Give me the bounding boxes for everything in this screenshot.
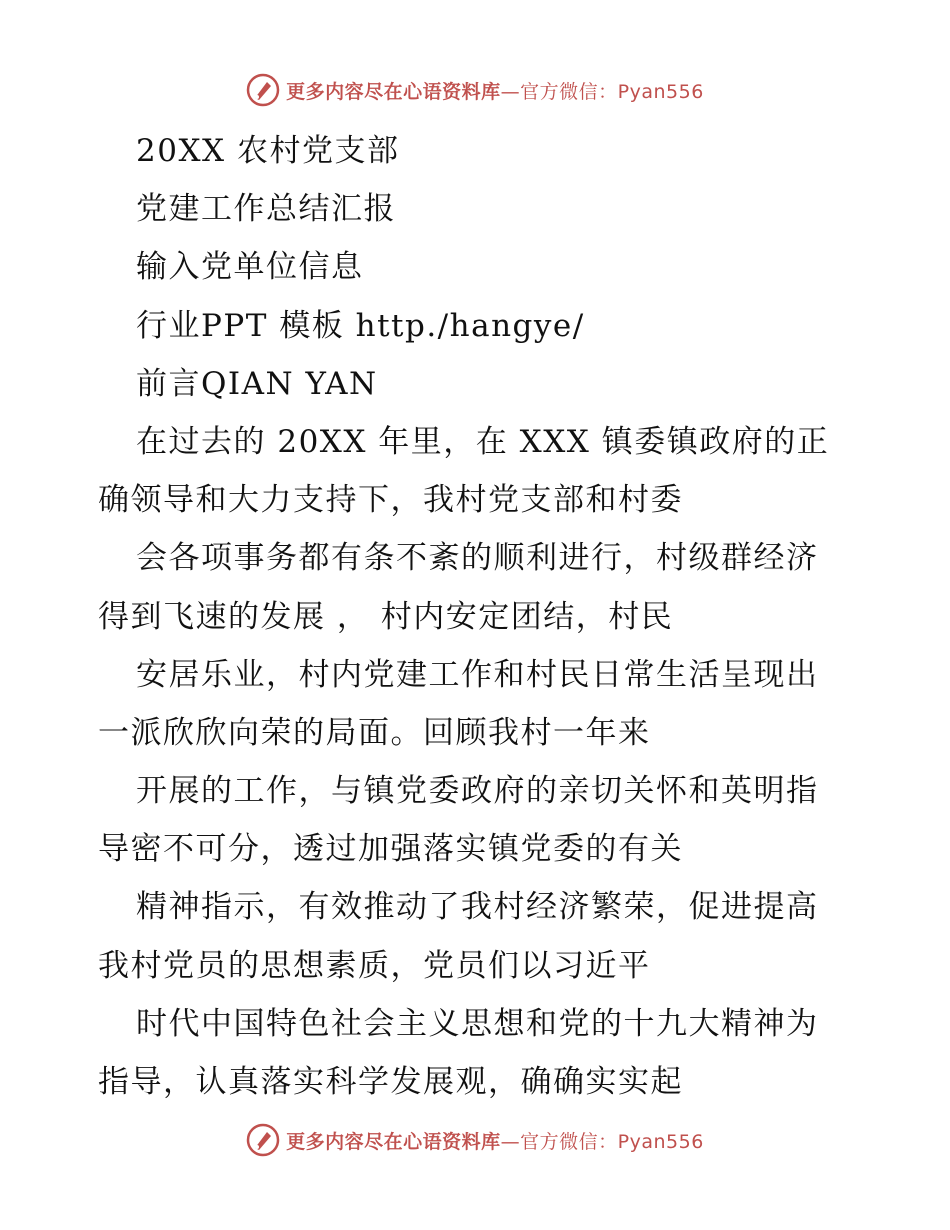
- doc-template-link: 行业PPT 模板 http./hangye/: [136, 307, 585, 344]
- pen-nib-logo-icon: [246, 73, 280, 107]
- watermark-contact: —官方微信：Pyan556: [500, 80, 704, 103]
- watermark-brand: 更多内容尽在心语资料库: [286, 1130, 501, 1153]
- footer-watermark: [0, 1120, 950, 1160]
- paragraph-line: 指导，认真落实科学发展观，确确实实起: [98, 1064, 683, 1100]
- document-body: [98, 122, 868, 1111]
- paragraph-line: 得到飞速的发展 ， 村内安定团结，村民: [98, 598, 674, 635]
- watermark-text: [286, 77, 704, 104]
- pen-nib-logo-icon: [246, 1123, 280, 1157]
- doc-preface-heading: 前言QIAN YAN: [136, 365, 378, 402]
- watermark-brand: 更多内容尽在心语资料库: [286, 80, 501, 103]
- paragraph-line: 时代中国特色社会主义思想和党的十九大精神为: [136, 1005, 819, 1042]
- paragraph-line: 安居乐业，村内党建工作和村民日常生活呈现出: [136, 656, 819, 693]
- paragraph-line: 开展的工作，与镇党委政府的亲切关怀和英明指: [136, 773, 819, 810]
- watermark-contact: —官方微信：Pyan556: [500, 1130, 704, 1153]
- paragraph-line: 在过去的 20XX 年里，在 XXX 镇委镇政府的正: [136, 423, 830, 460]
- doc-title-line-1: 20XX 农村党支部: [136, 133, 400, 169]
- doc-unit-info: 输入党单位信息: [136, 249, 364, 286]
- paragraph-line: 确领导和大力支持下，我村党支部和村委: [98, 482, 683, 519]
- paragraph-line: 导密不可分，透过加强落实镇党委的有关: [98, 831, 683, 868]
- paragraph-line: 精神指示，有效推动了我村经济繁荣，促进提高: [136, 889, 819, 926]
- header-watermark: [0, 70, 950, 110]
- watermark-text: [286, 1127, 704, 1154]
- doc-title-line-2: 党建工作总结汇报: [136, 191, 396, 228]
- paragraph-line: 一派欣欣向荣的局面。回顾我村一年来: [98, 714, 651, 751]
- paragraph-line: 我村党员的思想素质，党员们以习近平: [98, 947, 651, 984]
- paragraph-line: 会各项事务都有条不紊的顺利进行，村级群经济: [136, 540, 819, 577]
